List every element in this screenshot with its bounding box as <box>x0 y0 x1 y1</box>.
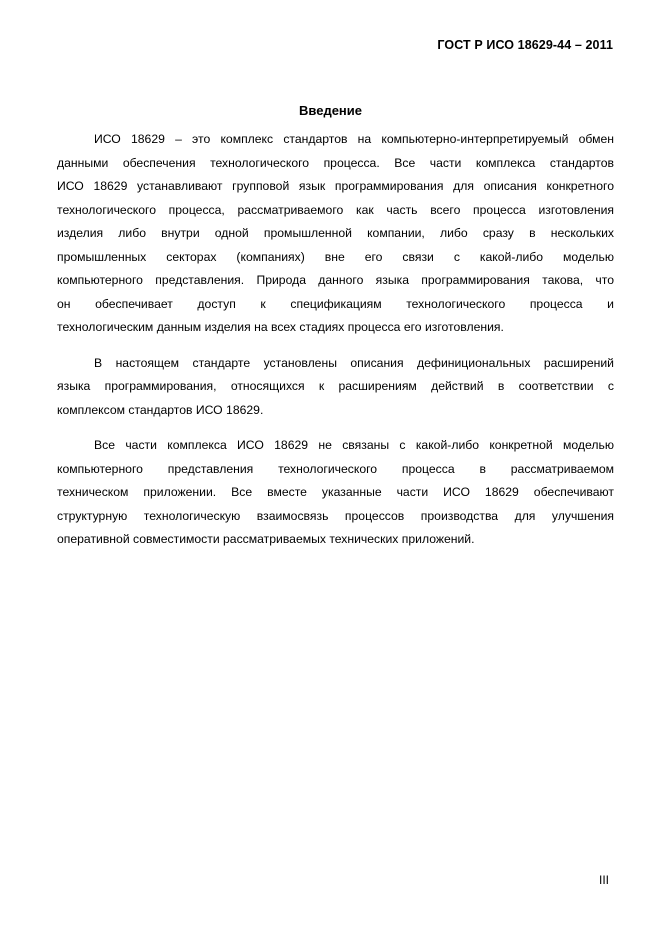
text-line: он обеспечивает доступ к спецификациям технологического процесса и <box>57 296 614 311</box>
text-line: промышленных секторах (компаниях) вне его связи с какой-либо моделью <box>57 249 614 264</box>
text-line: В настоящем стандарте установлены описания дефинициональных расширений <box>94 355 614 370</box>
text-line: изделия либо внутри одной промышленной компании, либо сразу в нескольких <box>57 226 614 240</box>
paragraph-3 <box>57 434 614 552</box>
page-number: III <box>598 873 609 887</box>
text-line: технологического процесса, рассматриваемого как часть всего процесса изготовления <box>57 202 614 217</box>
text-line: технологическим данным изделия на всех стадиях процесса его изготовления. <box>57 320 504 334</box>
section-title: Введение <box>299 103 362 118</box>
text-line: языка программирования, относящихся к расширениям действий в соответствии с <box>57 379 614 393</box>
text-line: компьютерного представления. Природа данного языка программирования такова, что <box>57 273 614 287</box>
text-line: комплексом стандартов ИСО 18629. <box>57 402 264 417</box>
text-line: данными обеспечения технологического процесса. Все части комплекса стандартов <box>57 155 614 170</box>
paragraph-2 <box>57 352 614 423</box>
text-line: ИСО 18629 устанавливают групповой язык программирования для описания конкретного <box>57 179 614 193</box>
text-line: компьютерного представления технологического процесса в рассматриваемом <box>57 461 614 476</box>
text-line: оперативной совместимости рассматриваемых технических приложений. <box>57 532 475 546</box>
text-line: ИСО 18629 – это комплекс стандартов на компьютерно-интерпретируемый обмен <box>94 132 614 146</box>
document-body <box>57 128 614 552</box>
text-line: Все части комплекса ИСО 18629 не связаны с какой-либо конкретной моделью <box>94 438 614 452</box>
text-line: структурную технологическую взаимосвязь процессов производства для улучшения <box>57 508 614 523</box>
text-line: техническом приложении. Все вместе указанные части ИСО 18629 обеспечивают <box>57 485 614 499</box>
document-header: ГОСТ Р ИСО 18629-44 – 2011 <box>437 38 613 52</box>
paragraph-1 <box>57 128 614 340</box>
